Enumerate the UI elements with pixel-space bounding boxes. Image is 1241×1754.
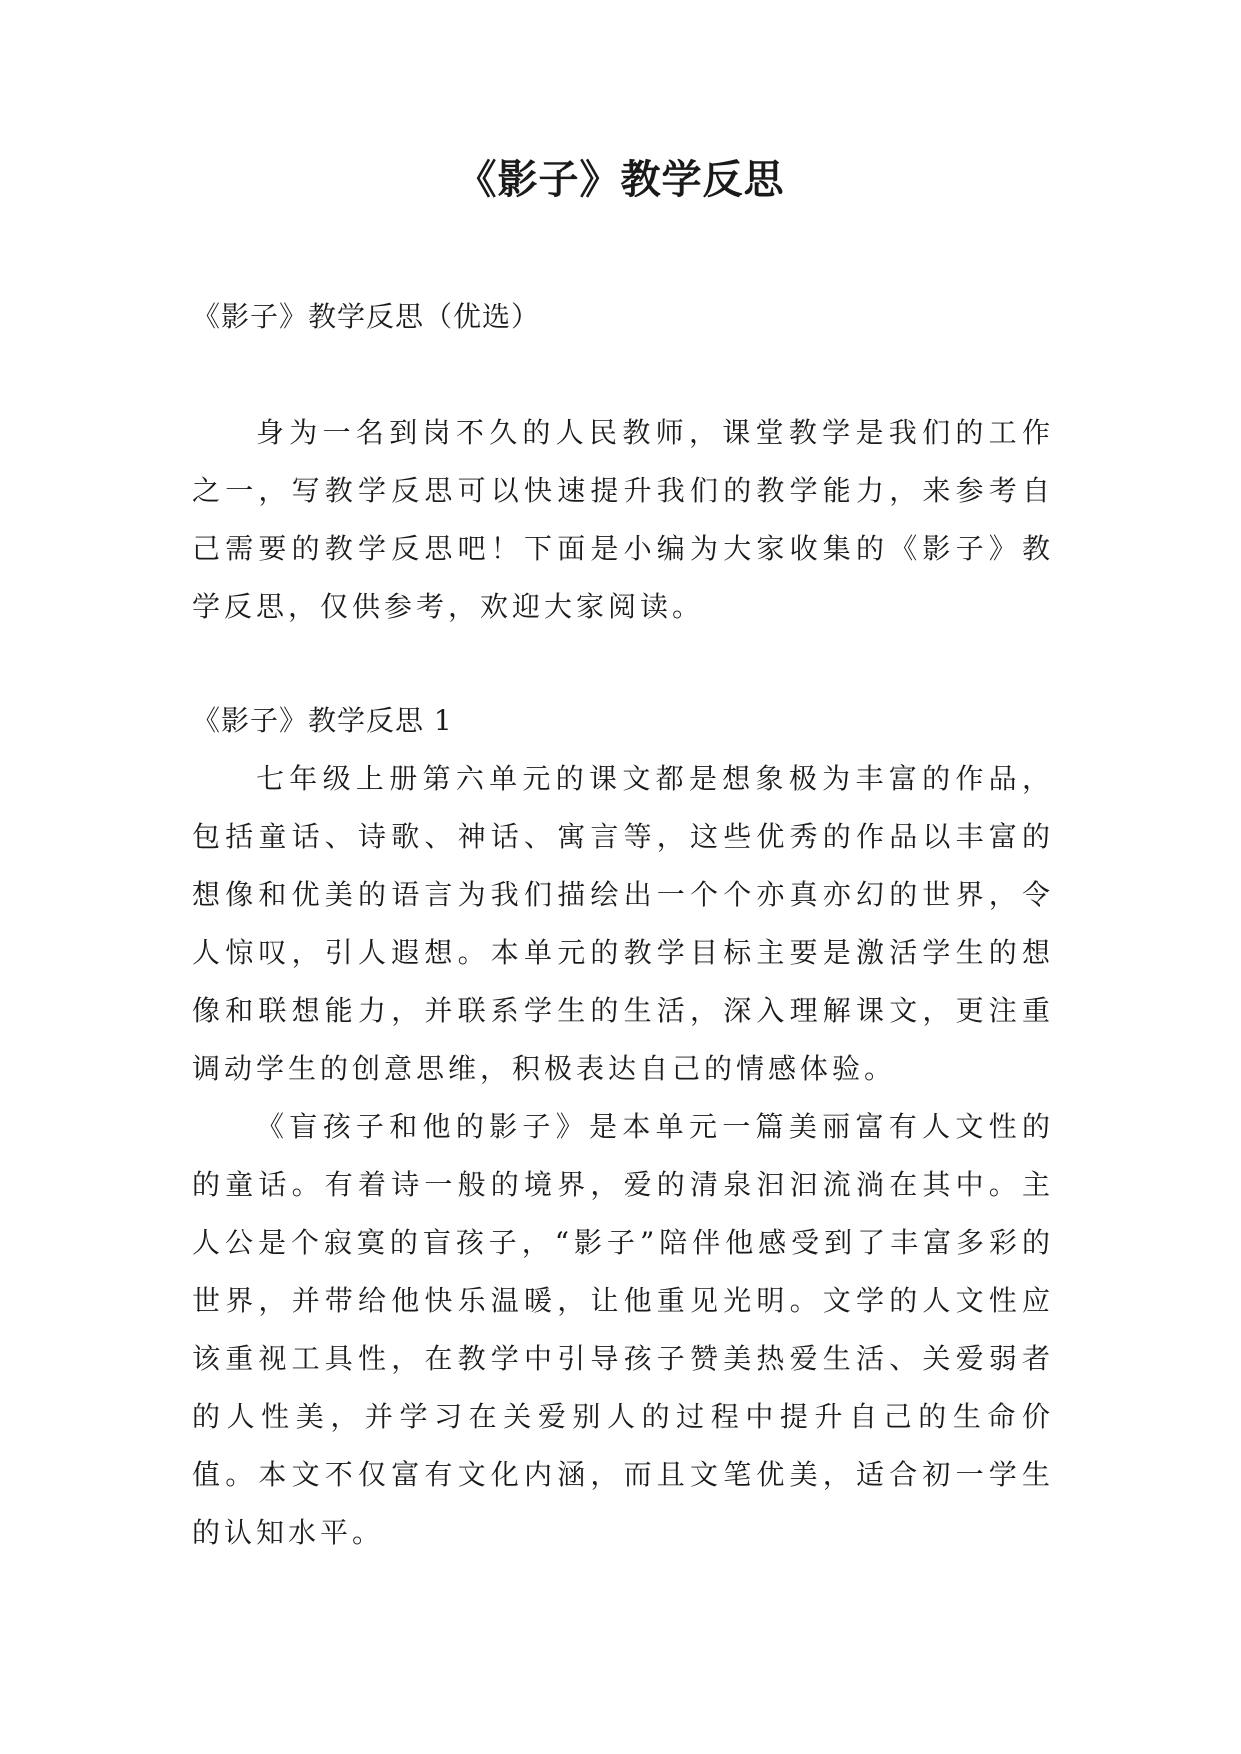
document-title: 《影子》教学反思 xyxy=(456,157,785,203)
section-paragraph-1: 七年级上册第六单元的课文都是想象极为丰富的作品，包括童话、诗歌、神话、寓言等，这些优秀的作品以丰富的想像和优美的语言为我们描绘出一个个亦真亦幻的世界，令人惊叹，引人遐想。本单元的教学目标主要是激活学生的想像和联想能力，并联系学生的生活，深入理解课文，更注重调动学生的创意思维，积极表达自己的情感体验。 xyxy=(192,762,1054,1085)
section-heading: 《影子》教学反思 1 xyxy=(192,704,453,737)
document-subtitle: 《影子》教学反思（优选） xyxy=(192,300,541,333)
intro-block xyxy=(192,404,1054,636)
section-paragraph-2: 《盲孩子和他的影子》是本单元一篇美丽富有人文性的的童话。有着诗一般的境界，爱的清泉汩汩流淌在其中。主人公是个寂寞的盲孩子，“影子”陪伴他感受到了丰富多彩的世界，并带给他快乐温暖，让他重见光明。文学的人文性应该重视工具性，在教学中引导孩子赞美热爱生活、关爱弱者的人性美，并学习在关爱别人的过程中提升自己的生命价值。本文不仅富有文化内涵，而且文笔优美，适合初一学生的认知水平。 xyxy=(192,1110,1054,1549)
intro-paragraph: 身为一名到岗不久的人民教师，课堂教学是我们的工作之一，写教学反思可以快速提升我们的教学能力，来参考自己需要的教学反思吧！下面是小编为大家收集的《影子》教学反思，仅供参考，欢迎大家阅读。 xyxy=(192,416,1054,623)
section-1 xyxy=(192,692,1054,1562)
